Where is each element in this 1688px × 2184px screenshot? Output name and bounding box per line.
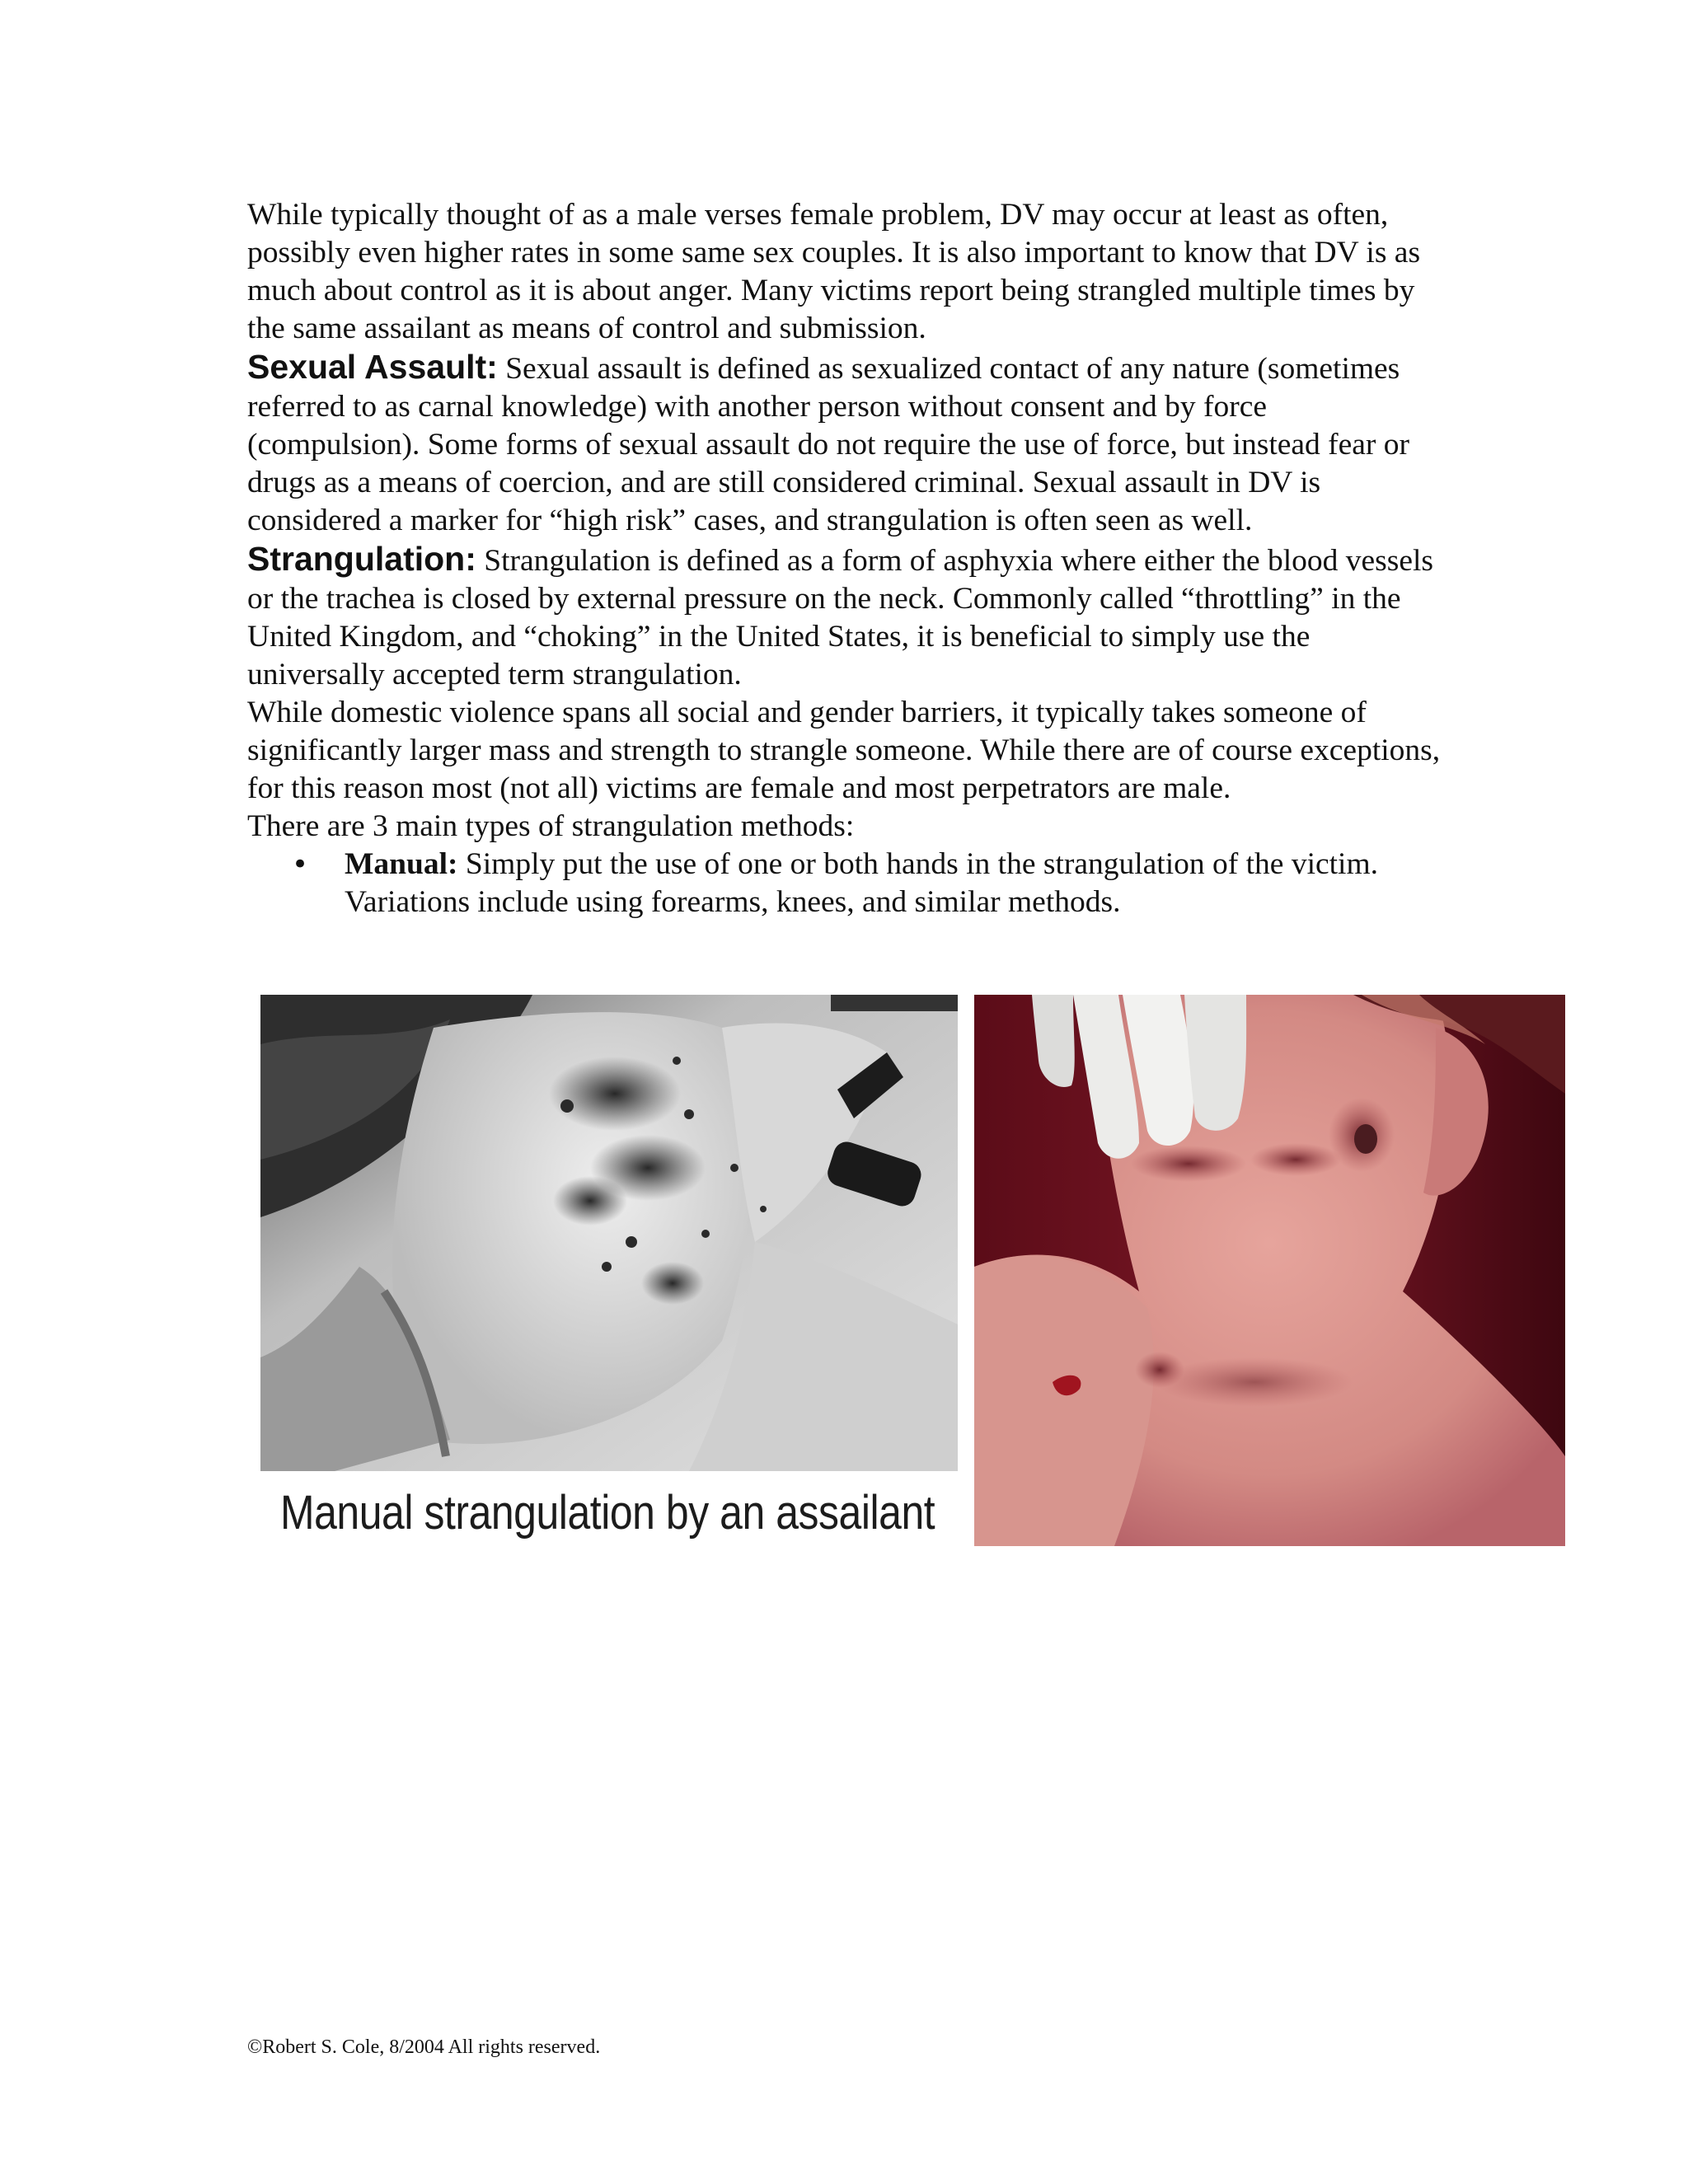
bullet-term: Manual: <box>345 847 458 881</box>
bullet-icon: • <box>292 848 309 881</box>
strangulation-heading: Strangulation: <box>247 540 476 578</box>
sexual-assault-heading: Sexual Assault: <box>247 348 498 386</box>
strangulation-paragraph <box>247 540 1442 694</box>
bullet-text: Simply put the use of one or both hands in the strangulation of the victim. Variations include using forearms, knees, and similar methods. <box>345 847 1379 919</box>
copyright-footer: ©Robert S. Cole, 8/2004 All rights reserved. <box>247 2036 601 2058</box>
sexual-assault-text: Sexual assault is defined as sexualized contact of any nature (sometimes referred to as carnal knowledge) with another person without consent and by force (compulsion). Some forms of sexual assault do not require the use of force, but instead fear or drugs as a means of coercion, and are still considered criminal. Sexual assault in DV is considered a marker for “high risk” cases, and strangulation is often seen as well. <box>247 352 1410 537</box>
body-text <box>247 196 1442 921</box>
color-neck-photo <box>974 995 1565 1546</box>
grayscale-neck-photo <box>260 995 958 1471</box>
figure-manual-strangulation-grayscale <box>260 995 958 1549</box>
barriers-paragraph: While domestic violence spans all social and gender barriers, it typically takes someone of significantly larger mass and strength to strangle someone. While there are of course exceptions, for this reason most (not all) victims are female and most perpetrators are male. <box>247 696 1441 805</box>
strangulation-types-list <box>247 846 1442 921</box>
figure-caption: Manual strangulation by an assailant <box>280 1486 935 1540</box>
list-item <box>292 846 1442 921</box>
sexual-assault-paragraph <box>247 348 1442 540</box>
intro-paragraph: While typically thought of as a male verses female problem, DV may occur at least as often, possibly even higher rates in some same sex couples. It is also important to know that DV is as much about control as it is about anger. Many victims report being strangled multiple times by the same assailant as means of control and submission. <box>247 198 1421 345</box>
strangulation-text: Strangulation is defined as a form of asphyxia where either the blood vessels or the trachea is closed by external pressure on the neck. Commonly called “throttling” in the United Kingdom, and “choking” in the United States, it is beneficial to simply use the universally accepted term strangulation. <box>247 544 1434 691</box>
types-intro-paragraph: There are 3 main types of strangulation methods: <box>247 809 855 843</box>
